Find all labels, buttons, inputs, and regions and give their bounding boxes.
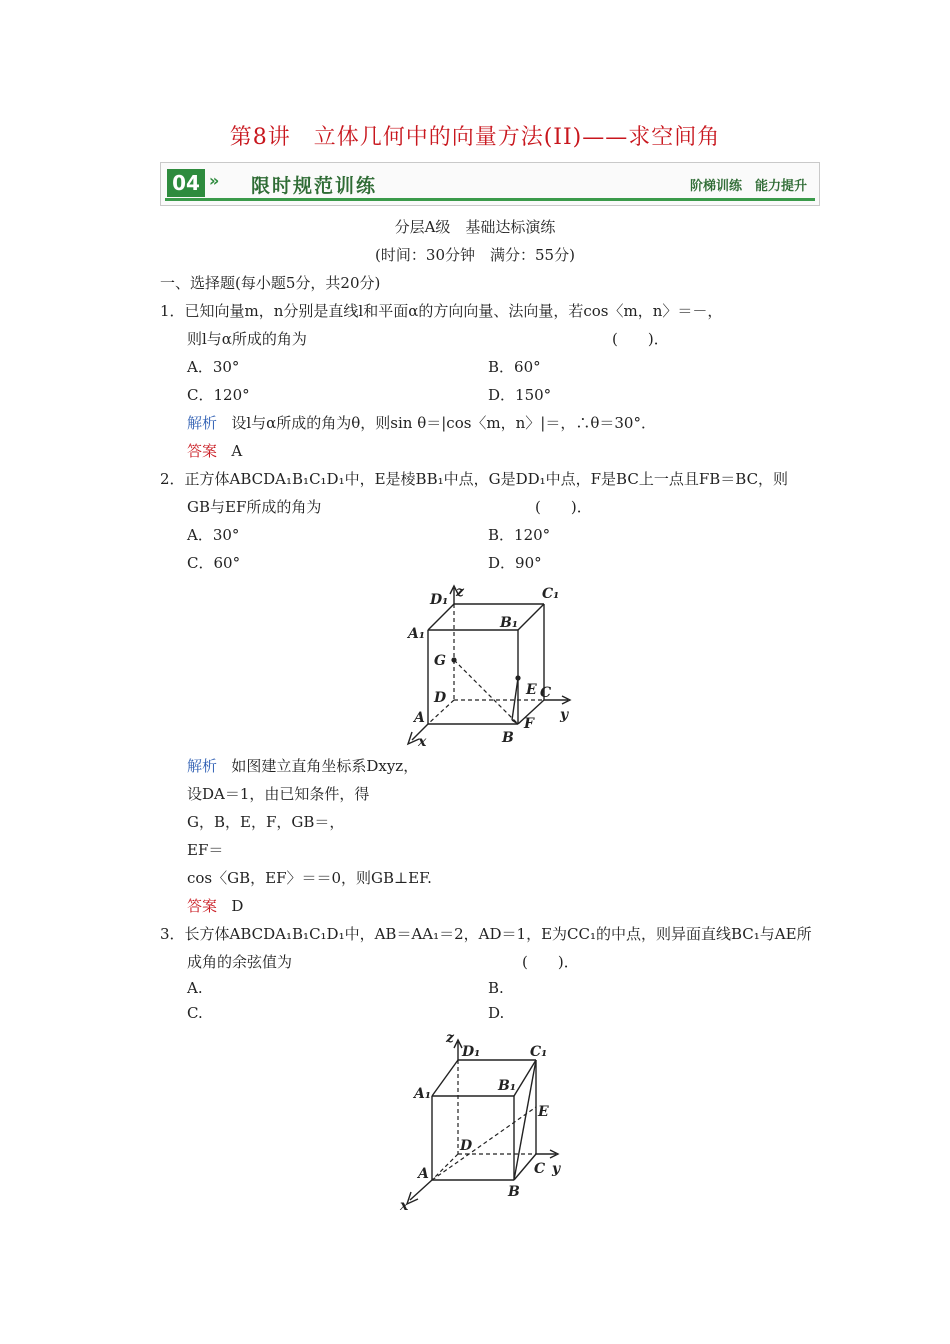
- q2-solution-line2: 设DA＝1，由已知条件，得: [187, 785, 370, 803]
- chevron-right-icon: »: [209, 171, 220, 190]
- page-title: 第8讲 立体几何中的向量方法(II)——求空间角: [229, 125, 721, 150]
- q2-solution-line5: cos〈GB，EF〉＝＝0，则GB⊥EF.: [187, 869, 432, 887]
- q1-answer-value: A: [231, 442, 243, 460]
- q2-answer-paren: ( )．: [535, 498, 592, 516]
- fig-label-B: B: [508, 1184, 520, 1200]
- fig-label-y: y: [560, 707, 569, 723]
- fig-label-x: x: [400, 1198, 409, 1214]
- banner-underline: [165, 198, 815, 201]
- q2-answer: [187, 895, 243, 916]
- q2-option-d: D．90°: [488, 554, 542, 572]
- solution-label: 解析: [187, 757, 218, 775]
- q3-option-d: D.: [488, 1004, 505, 1022]
- section-banner: [160, 162, 820, 206]
- q1-option-a: A．30°: [187, 358, 240, 376]
- q1-stem-line1: 1．已知向量m，n分别是直线l和平面α的方向向量、法向量，若cos〈m，n〉＝－，: [160, 302, 723, 320]
- answer-label: 答案: [187, 897, 218, 915]
- fig-label-F: F: [524, 716, 534, 732]
- box-figure-q3: [396, 1028, 586, 1218]
- q1-answer-paren: ( )．: [612, 330, 669, 348]
- fig-label-D1: D₁: [462, 1044, 481, 1060]
- fig-label-E: E: [526, 682, 537, 698]
- fig-label-C1: C₁: [542, 586, 560, 602]
- level-heading: 分层A级 基础达标演练: [394, 218, 556, 236]
- fig-label-G: G: [434, 653, 446, 669]
- q1-option-b: B．60°: [488, 358, 541, 376]
- fig-label-E: E: [538, 1104, 549, 1120]
- fig-label-A: A: [418, 1166, 429, 1182]
- q2-answer-value: D: [231, 897, 244, 915]
- fig-label-z: z: [446, 1030, 454, 1046]
- section-heading: 一、选择题(每小题5分，共20分): [160, 274, 381, 292]
- q3-option-c: C.: [187, 1004, 203, 1022]
- q2-option-a: A．30°: [187, 526, 240, 544]
- fig-label-z: z: [456, 584, 464, 600]
- q2-option-c: C．60°: [187, 554, 241, 572]
- q3-option-a: A.: [187, 979, 203, 997]
- banner-subtitle: 阶梯训练 能力提升: [689, 179, 807, 194]
- q1-stem-line2: 则l与α所成的角为: [187, 330, 307, 348]
- q2-stem-line1: 2．正方体ABCDA₁B₁C₁D₁中，E是棱BB₁中点，G是DD₁中点，F是BC上一点且FB＝BC，则: [160, 470, 789, 488]
- banner-number: 04: [167, 169, 205, 197]
- fig-label-D: D: [460, 1138, 473, 1154]
- q2-solution-line1: [187, 755, 418, 776]
- banner-title: 限时规范训练: [251, 175, 378, 197]
- q1-solution: [187, 412, 656, 433]
- q1-option-d: D．150°: [488, 386, 552, 404]
- fig-label-A: A: [414, 710, 425, 726]
- fig-label-C: C: [534, 1161, 546, 1177]
- q1-solution-text: 设l与α所成的角为θ，则sin θ＝|cos〈m，n〉|＝，∴θ＝30°．: [231, 414, 656, 432]
- q3-stem-line1: 3．长方体ABCDA₁B₁C₁D₁中，AB＝AA₁＝2，AD＝1，E为CC₁的中点，则异面直线BC₁与AE所: [160, 925, 812, 943]
- fig-label-D1: D₁: [430, 592, 449, 608]
- fig-label-y: y: [552, 1161, 561, 1177]
- cube-figure-q2: [400, 580, 590, 750]
- q3-option-b: B.: [488, 979, 504, 997]
- time-info: (时间：30分钟 满分：55分): [375, 246, 575, 264]
- q2-stem-line2: GB与EF所成的角为: [187, 498, 322, 516]
- q1-answer: [187, 440, 242, 461]
- fig-label-B: B: [502, 730, 514, 746]
- q3-stem-line2: 成角的余弦值为: [187, 953, 293, 971]
- fig-label-x: x: [418, 734, 427, 750]
- fig-label-B1: B₁: [498, 1078, 516, 1094]
- q2-solution-text1: 如图建立直角坐标系Dxyz，: [231, 757, 419, 775]
- q2-option-b: B．120°: [488, 526, 551, 544]
- fig-label-C: C: [540, 685, 552, 701]
- fig-label-A1: A₁: [408, 626, 425, 642]
- answer-label: 答案: [187, 442, 218, 460]
- fig-label-B1: B₁: [500, 615, 518, 631]
- q2-solution-line4: EF＝: [187, 841, 224, 859]
- fig-label-D: D: [434, 690, 447, 706]
- q1-option-c: C．120°: [187, 386, 250, 404]
- solution-label: 解析: [187, 414, 218, 432]
- fig-label-C1: C₁: [530, 1044, 548, 1060]
- q3-answer-paren: ( )．: [522, 953, 579, 971]
- fig-label-A1: A₁: [414, 1086, 431, 1102]
- q2-solution-line3: G，B，E，F，GB＝，: [187, 813, 345, 831]
